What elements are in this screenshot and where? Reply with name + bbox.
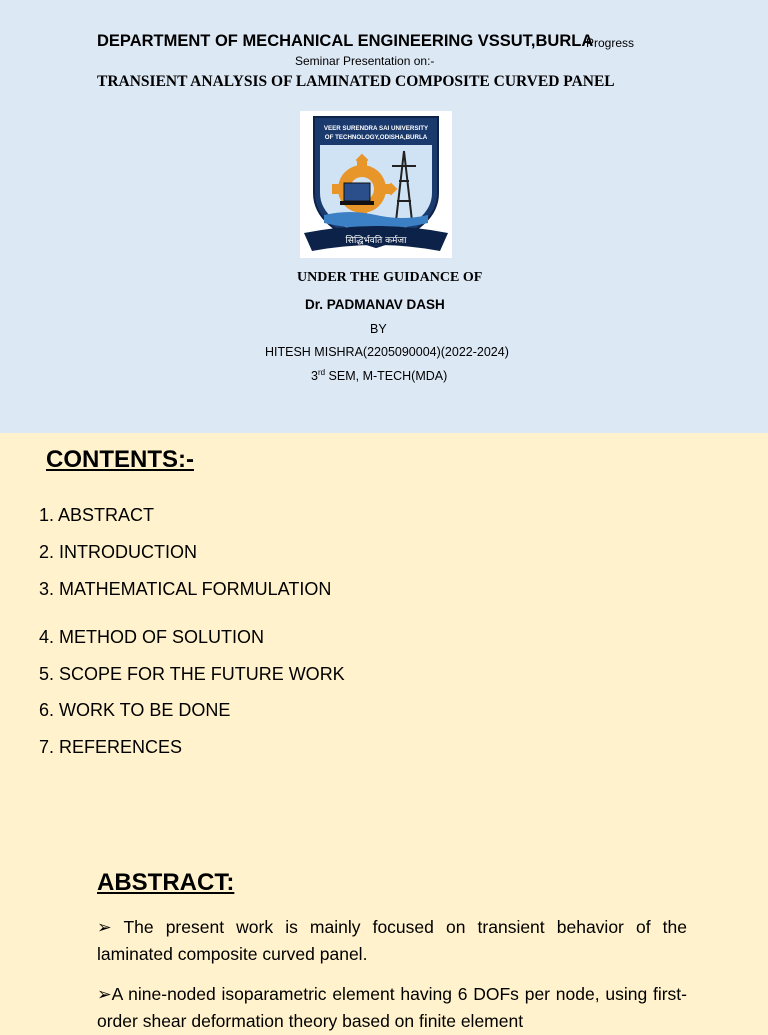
list-item: 3. MATHEMATICAL FORMULATION [39,579,332,599]
list-item: 1. ABSTRACT [39,505,155,525]
logo-text-line1: VEER SURENDRA SAI UNIVERSITY [323,125,429,132]
seminar-label: Seminar Presentation on:- [295,54,435,68]
list-item: 7. REFERENCES [39,737,183,757]
list-item: 2. INTRODUCTION [39,542,198,562]
list-item: 4. METHOD OF SOLUTION [39,627,265,647]
department-heading: DEPARTMENT OF MECHANICAL ENGINEERING VSSUT,BURLA [97,32,594,50]
progress-label: Progress [586,36,635,50]
sem-program: SEM, M-TECH(MDA) [325,369,448,384]
abstract-heading: ABSTRACT: [97,869,235,896]
title-slide [0,0,768,433]
guidance-label: UNDER THE GUIDANCE OF [297,270,483,285]
semester-info [311,368,447,383]
sem-number: 3 [311,369,318,384]
student-name: HITESH MISHRA(2205090004)(2022-2024) [265,345,509,359]
guide-name: Dr. PADMANAV DASH [305,297,445,312]
university-emblem-icon [300,111,452,258]
contents-heading: CONTENTS:- [46,446,194,473]
logo-text-line2: OF TECHNOLOGY,ODISHA,BURLA [324,134,428,141]
university-logo [300,111,452,258]
abstract-bullet: ➢A nine-noded isoparametric element having 6 DOFs per node, using first-order shear deformation theory based on finite element [97,984,687,1031]
abstract-bullet: ➢ The present work is mainly focused on transient behavior of the laminated composite curved panel. [97,917,687,964]
presentation-title: TRANSIENT ANALYSIS OF LAMINATED COMPOSITE CURVED PANEL [97,73,615,90]
logo-motto: सिद्धिर्भवति कर्मजा [345,236,407,246]
list-item: 5. SCOPE FOR THE FUTURE WORK [39,664,345,684]
list-item: 6. WORK TO BE DONE [39,700,231,720]
sem-ordinal: rd [317,368,326,377]
by-label: BY [370,322,387,336]
